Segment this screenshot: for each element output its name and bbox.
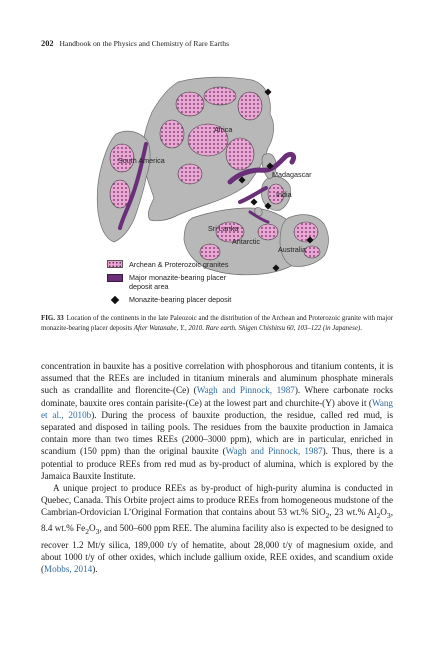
caption-text: Location of the continents in the late Paleozoic and the distribution of the Archean and Proterozoic granite with major monazite-bearing placer deposits xyxy=(41,315,393,332)
p2-text-2: , 23 wt.% Al xyxy=(329,507,377,518)
p2-text-3: O xyxy=(380,507,387,518)
paragraph-2 xyxy=(41,482,393,575)
p2-text-1: A unique project to produce REEs as by-product of high-purity alumina is conducted in Quebec, Canada. This Orbite project aims to produce REEs from homogeneous mudstone of the Cambrian-Ordovician L’Original Formation that contains about 53 wt.% SiO xyxy=(41,483,393,518)
label-antarctic: Antarctic xyxy=(232,237,260,246)
citation-link[interactable]: Wagh and Pinnock, 1987 xyxy=(196,385,295,396)
paragraph-1 xyxy=(41,360,393,482)
diamond-icon xyxy=(111,295,119,303)
subscript: 3 xyxy=(386,511,391,521)
caption-label: FIG. 33 xyxy=(41,315,64,322)
legend-deposit-area xyxy=(107,273,347,291)
legend-placer-deposit xyxy=(107,295,347,304)
caption-source: After Watanabe, Y., 2010. Rare earth. Shigen Chishitsu 60, 103–122 (in Japanese) xyxy=(133,324,361,332)
label-south-america: South America xyxy=(118,156,165,165)
granite-swatch xyxy=(107,260,123,268)
p1-text-3: ). During the process of bauxite production, the residue, called red mud, is separated and disposed in tailing pools. The residues from the bauxite production in Jamaica contain more than two times REEs (2000–3000 ppm), which are in particular, enriched in scandium (150 ppm) than the original bauxite ( xyxy=(41,409,394,457)
legend-deposit-line1: Major monazite-bearing placer xyxy=(129,273,227,282)
book-title: Handbook on the Physics and Chemistry of Rare Earths xyxy=(59,39,230,48)
label-madagascar: Madagascar xyxy=(272,170,312,179)
p2-text-6: , and 500–600 ppm REE. The alumina facility also is expected to be designed to recover 1.2 Mt/y silica, 189,000 t/y of hematite, about 28,000 t/y of magnesium oxide, and about 1000 t/y of other oxides, which include gallium oxide, REE oxides, and scandium oxide ( xyxy=(41,523,393,574)
p1-text-4: ). Thus, there is a potential to produce REEs from red mud as by-product of alumina, which is explored by the Jamaica Bauxite Institute. xyxy=(41,446,393,481)
legend-granite-label: Archean & Proterozoic granites xyxy=(129,260,229,269)
citation-link[interactable]: Mobbs, 2014 xyxy=(44,563,93,574)
p2-text-5: O xyxy=(89,523,96,534)
body-text xyxy=(41,360,393,575)
p1-text-2: ). Where carbonate rocks dominate, bauxite ores contain parisite-(Ce) at the lowest part and churchite-(Y) above it ( xyxy=(41,385,393,408)
legend-diamond-label: Monazite-bearing placer deposit xyxy=(129,295,232,304)
caption-end: . xyxy=(360,324,362,332)
legend-deposit-label xyxy=(129,273,226,291)
label-africa: Africa xyxy=(214,125,233,134)
subscript: 2 xyxy=(376,511,381,521)
figure-33 xyxy=(80,62,360,310)
label-australia: Australia xyxy=(278,245,306,254)
legend-deposit-line2: deposit area xyxy=(129,282,169,291)
deposit-swatch xyxy=(107,274,123,282)
citation-link[interactable]: Wagh and Pinnock, 1987 xyxy=(225,446,323,457)
subscript: 2 xyxy=(325,511,330,521)
figure-caption xyxy=(41,314,393,333)
subscript: 3 xyxy=(95,527,100,537)
label-sri-lanka: Sri Lanka xyxy=(208,224,239,233)
map-legend xyxy=(107,260,347,308)
p2-text-7: ). xyxy=(92,563,98,574)
page-number: 202 xyxy=(41,39,54,48)
citation-link[interactable]: Wang et al., 2010b xyxy=(41,397,393,420)
p2-text-4: , 8.4 wt.% Fe xyxy=(41,507,393,534)
legend-granite xyxy=(107,260,347,269)
label-india: India xyxy=(276,190,292,199)
running-head xyxy=(41,38,401,50)
p1-text-1: concentration in bauxite has a positive correlation with phosphorous and titanium contents, it is assumed that the REEs are included in titanium minerals and aluminum phosphate minerals such as crandallite and florencite-(Ce) ( xyxy=(41,361,393,396)
subscript: 2 xyxy=(85,527,90,537)
